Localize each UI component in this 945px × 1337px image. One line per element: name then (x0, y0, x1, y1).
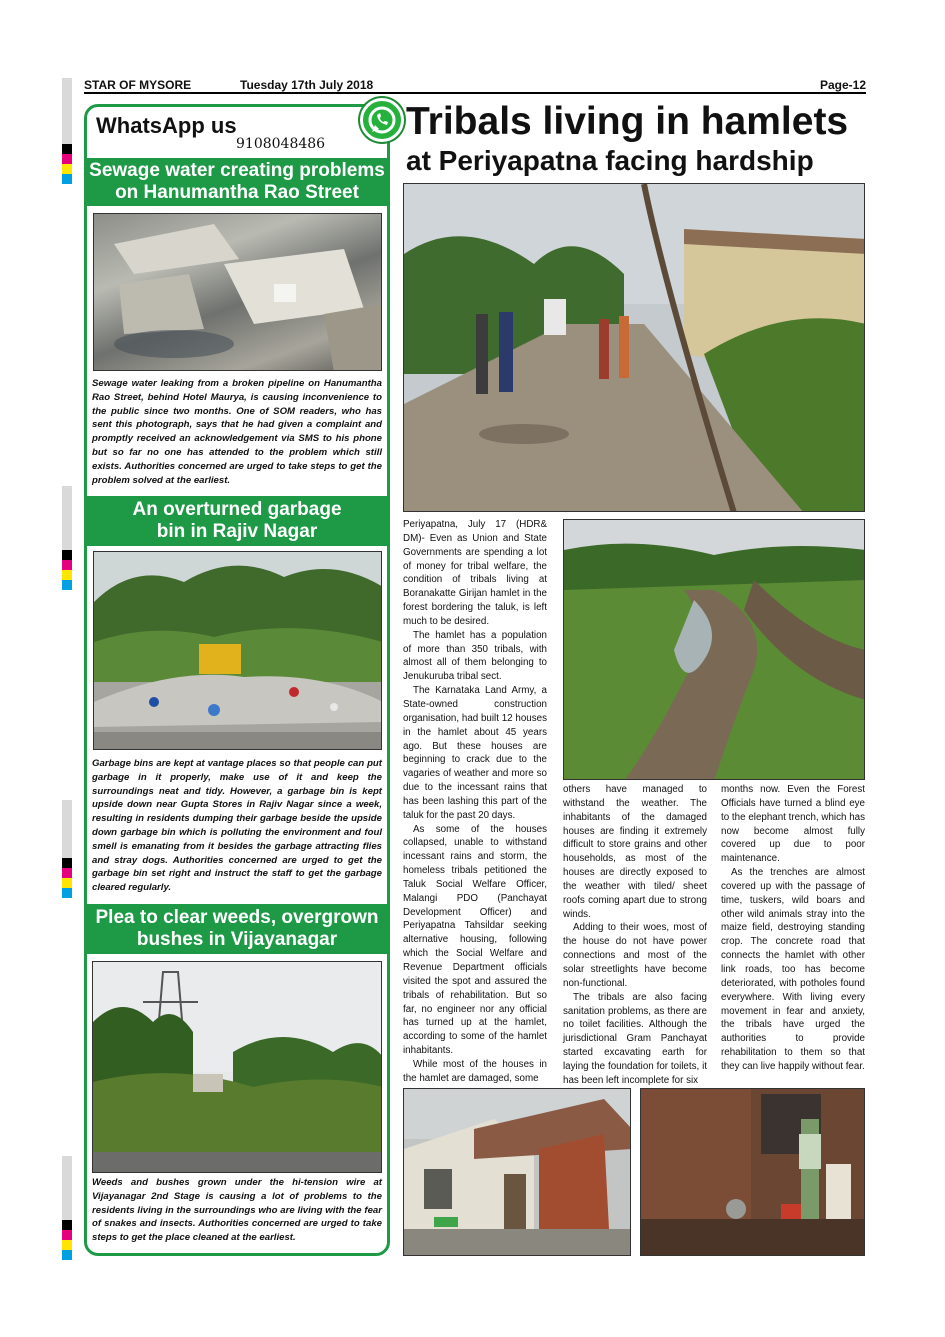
hamlet-street-photo (403, 183, 865, 512)
article-paragraph: Adding to their woes, most of the house do not have power connections and most of the solar streetlights have become non-functional. (563, 922, 707, 989)
page-number: Page-12 (819, 78, 866, 92)
heading-line: on Hanumantha Rao Street (115, 182, 359, 203)
color-registration-mark (62, 144, 72, 184)
article-paragraph: The tribals are also facing sanitation problems, as there are no toilet facilities. Although the jurisdictional Gram Panchayat started excavating earth for laying the foundation for toilets, it has been left incomplete for six (563, 991, 707, 1086)
item-heading-garbage (87, 496, 387, 546)
registration-bar (62, 1156, 72, 1220)
registration-bar (62, 800, 72, 858)
article-column-2 (563, 783, 707, 1088)
article-paragraph: As the trenches are almost covered up with the passage of time, tuskers, wild boars and other wild animals stray into the maize field, destroying standing crop. The concrete road that connects the hamlet with other link roads, too has become deteriorated, with potholes found everywhere. With living every movement in fear and anxiety, the tribals have urged the authorities to provide rehabilitation to them so that they can live happily without fear. (721, 867, 865, 1072)
heading-line: bushes in Vijayanagar (136, 929, 338, 950)
registration-bar (62, 78, 72, 144)
house-interior-photo (640, 1088, 865, 1256)
page-header (84, 76, 866, 94)
heading-line: An overturned garbage (132, 499, 342, 520)
garbage-photo (93, 551, 382, 750)
article-paragraph: The Karnataka Land Army, a State-owned construction organisation, had built 12 houses in the hamlet about 45 years ago. But these houses are beginning to crack due to the vagaries of weather and more so due to the incessant rains that has been lashing this part of the taluk for the past 20 days. (403, 685, 547, 821)
issue-date: Tuesday 17th July 2018 (240, 78, 374, 92)
article-paragraph: As some of the houses collapsed, unable to withstand incessant rains and storm, the homeless tribals petitioned the Taluk Social Welfare Officer, Malangi PDO (Panchayat Development Officer) and Periyapatna Tahsildar seeking alternative housing, following which the Social Welfare and Revenue Department officials visited the spot and assured the tribals of rehabilitation. But so far, no engineer nor any official has turned up at the hamlet, according to some of the hamlet inhabitants. (403, 823, 547, 1057)
article-paragraph: Periyapatna, July 17 (HDR& DM)- Even as Union and State Governments are spending a lot of money for tribal welfare, the condition of tribals living at Boranakatte Girijan hamlet in the forest bordering the taluk, is left much to be desired. (403, 519, 547, 627)
item-heading-sewage (87, 158, 387, 206)
item-heading-weeds (87, 904, 387, 954)
article-paragraph: others have managed to withstand the weather. The inhabitants of the damaged houses are finding it extremely difficult to store grains and other households, as most of the houses are directly exposed to the weather with tiled/ sheet roofs coming apart due to strong winds. (563, 784, 707, 920)
sewage-photo (93, 213, 382, 371)
article-paragraph: While most of the houses in the hamlet are damaged, some (403, 1058, 547, 1084)
whatsapp-title: WhatsApp us (96, 113, 237, 138)
registration-bar (62, 486, 72, 550)
whatsapp-phone: 9108048486 (236, 136, 326, 152)
garbage-caption: Garbage bins are kept at vantage places so that people can put garbage in it properly, make use of it and keep the surroundings neat and tidy. However, a garbage bin is kept upside down near Gupta Stores in Rajiv Nagar since a week, resulting in residents dumping their garbage beside the upside down garbage bin which is polluting the environment and foul smell is emanating from it besides the garbage attracting flies and stray dogs. Authorities concerned are urged to get the garbage bin set right and instruct the staff to get the garbage cleared regularly. (92, 758, 382, 894)
sewage-caption: Sewage water leaking from a broken pipeline on Hanumantha Rao Street, behind Hotel Maurya, is causing inconvenience to the public since two months. One of SOM readers, who has sent this photograph, says that he had given a complaint and promptly received an acknowledgement via SMS to his phone but so far no one has attended to the problem which still exists. Authorities concerned are urged to take steps to get the problem solved at the earliest. (92, 378, 382, 486)
article-column-3 (721, 783, 865, 1074)
article-paragraph: The hamlet has a population of more than 350 tribals, with almost all of them belonging to Jenukuruba tribal sect. (403, 629, 547, 683)
whatsapp-icon (360, 98, 404, 142)
weeds-caption: Weeds and bushes grown under the hi-tension wire at Vijayanagar 2nd Stage is causing a lot of problems to the residents living in the surroundings who are living with the fear of snakes and insects. Authorities concerned are urged to take steps to get the place cleaned at the earliest. (92, 1177, 382, 1244)
collapsed-house-photo (403, 1088, 631, 1256)
elephant-trench-photo (563, 519, 865, 780)
color-registration-mark (62, 858, 72, 898)
heading-line: bin in Rajiv Nagar (156, 521, 318, 542)
heading-line: Sewage water creating problems (89, 160, 385, 181)
color-registration-mark (62, 550, 72, 590)
color-registration-mark (62, 1220, 72, 1260)
article-column-1 (403, 518, 547, 1086)
article-headline: Tribals living in hamlets (406, 100, 849, 143)
article-subheadline: at Periyapatna facing hardship (406, 145, 814, 176)
weeds-photo (92, 961, 382, 1173)
newspaper-name: STAR OF MYSORE (84, 78, 192, 92)
heading-line: Plea to clear weeds, overgrown (95, 907, 379, 928)
article-paragraph: months now. Even the Forest Officials have turned a blind eye to the elephant trench, which has now become almost fully covered up due to poor maintenance. (721, 784, 865, 865)
